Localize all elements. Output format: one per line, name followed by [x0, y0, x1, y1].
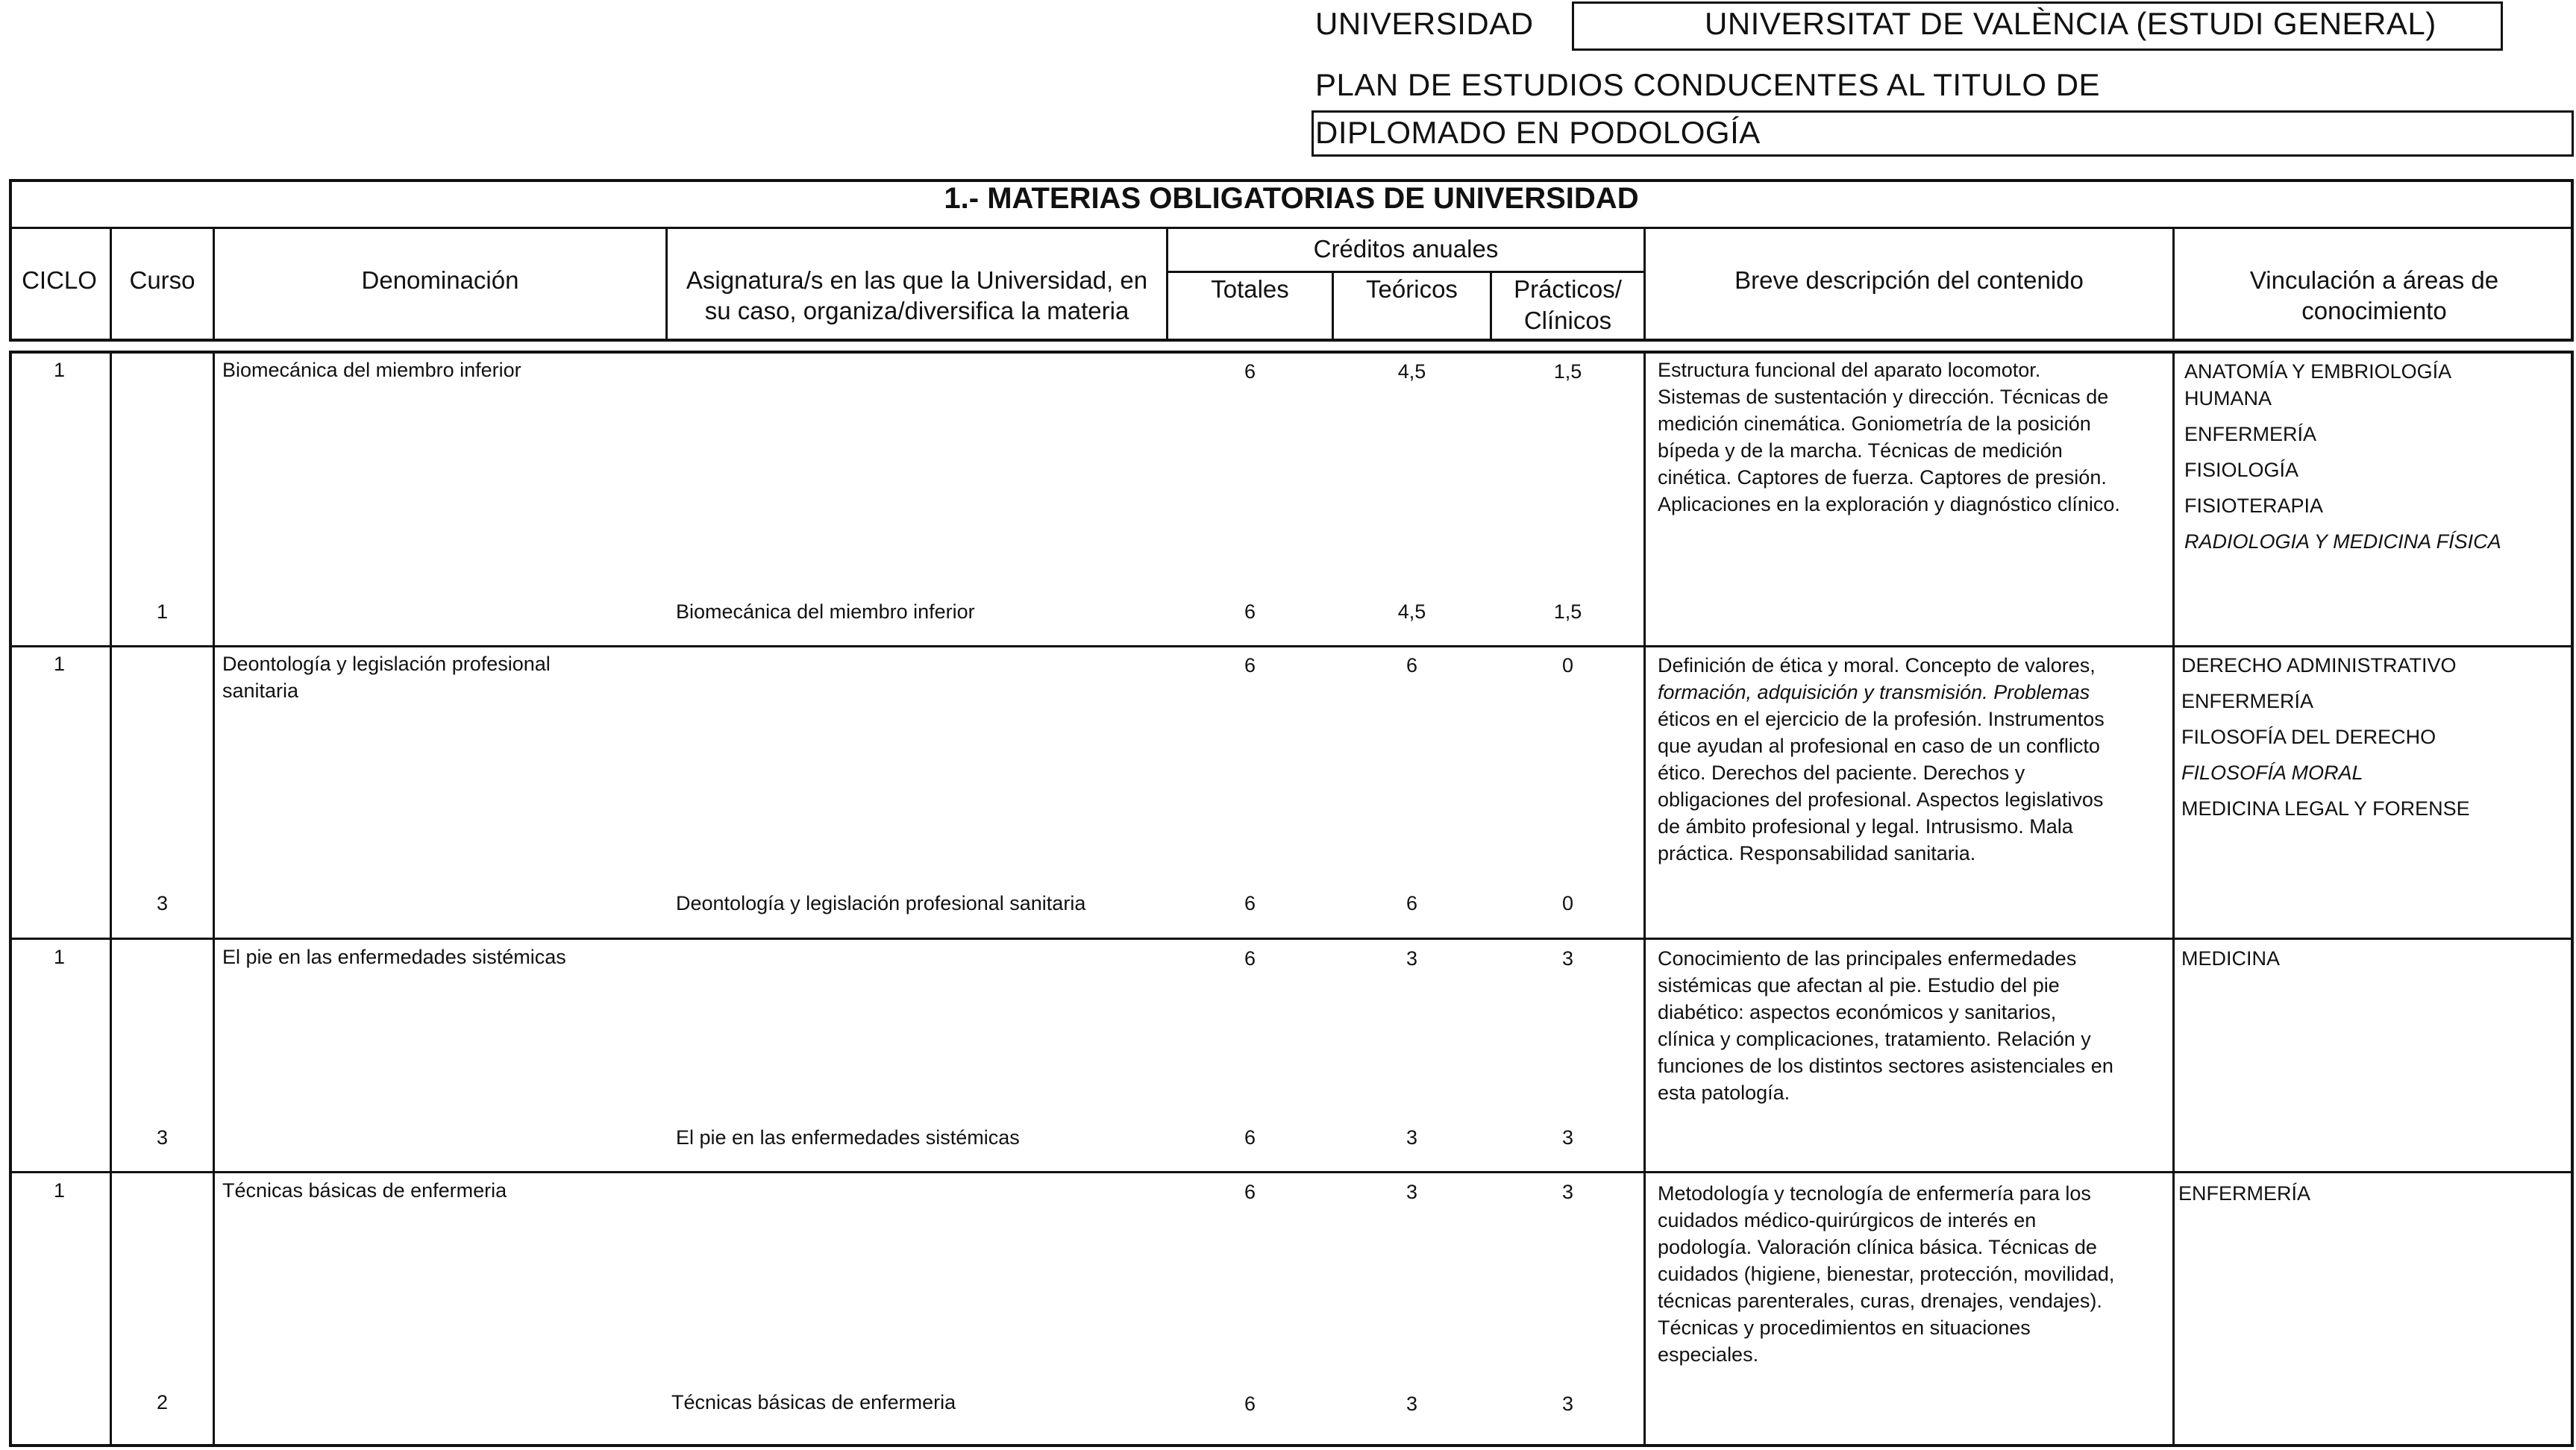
- curso-cell: 2: [156, 1391, 169, 1413]
- header-vinculacion-l1: Vinculación a áreas de: [2249, 266, 2499, 294]
- header-denominacion: Denominación: [361, 266, 519, 294]
- header-totales: Totales: [1211, 275, 1289, 303]
- title-divider: [9, 227, 2574, 229]
- sub-totales-cell: 6: [1244, 892, 1256, 914]
- ciclo-cell: 1: [53, 1179, 66, 1202]
- totales-cell: 6: [1244, 360, 1256, 383]
- curso-cell: 3: [156, 892, 169, 914]
- totales-cell: 6: [1244, 654, 1256, 677]
- col-divider: [1643, 351, 1646, 1447]
- asignatura-cell: Biomecánica del miembro inferior: [676, 600, 975, 623]
- ciclo-cell: 1: [53, 653, 66, 675]
- teoricos-cell: 4,5: [1397, 360, 1426, 383]
- row-divider: [9, 938, 2574, 940]
- titulo-value: DIPLOMADO EN PODOLOGÍA: [1315, 115, 1761, 150]
- teoricos-cell: 3: [1405, 947, 1418, 970]
- sub-teoricos-cell: 6: [1405, 892, 1418, 914]
- areas-cell: DERECHO ADMINISTRATIVO ENFERMERÍA FILOSOFÍA DEL DERECHO FILOSOFÍA MORAL MEDICINA LEGAL Y FORENSE: [2181, 654, 2470, 820]
- descripcion-cell: Estructura funcional del aparato locomotor. Sistemas de sustentación y dirección. Técnicas de medición cinemática. Goniometría de la posición bípeda y de la marcha. Técnicas de medición cinética. Captores de fuerza. Captores de presión. Aplicaciones en la exploración y diagnóstico clínico.: [1658, 359, 2120, 515]
- denominacion-cell: El pie en las enfermedades sistémicas: [222, 946, 566, 968]
- ciclo-cell: 1: [53, 946, 66, 968]
- table-title: 1.- MATERIAS OBLIGATORIAS DE UNIVERSIDAD: [944, 182, 1639, 215]
- col-divider: [213, 351, 215, 1447]
- teoricos-cell: 3: [1405, 1181, 1418, 1203]
- sub-totales-cell: 6: [1244, 1126, 1256, 1149]
- areas-cell: MEDICINA: [2181, 947, 2281, 970]
- asignatura-cell: El pie en las enfermedades sistémicas: [676, 1126, 1020, 1149]
- row-divider: [9, 1171, 2574, 1173]
- denominacion-cell: Técnicas básicas de enfermeria: [222, 1179, 507, 1202]
- curso-cell: 1: [156, 600, 169, 623]
- denominacion-cell: Deontología y legislación profesional sanitaria: [222, 653, 551, 702]
- asignatura-cell: Técnicas básicas de enfermeria: [671, 1391, 956, 1413]
- asignatura-cell: Deontología y legislación profesional sanitaria: [676, 892, 1086, 914]
- totales-cell: 6: [1244, 947, 1256, 970]
- header-teoricos: Teóricos: [1366, 275, 1458, 303]
- header-ciclo: CICLO: [22, 266, 97, 294]
- sub-teoricos-cell: 3: [1405, 1393, 1418, 1415]
- sub-practicos-cell: 3: [1561, 1393, 1574, 1415]
- sub-totales-cell: 6: [1244, 1393, 1256, 1415]
- sub-practicos-cell: 3: [1561, 1126, 1574, 1149]
- header-descripcion: Breve descripción del contenido: [1734, 266, 2084, 294]
- practicos-cell: 0: [1561, 654, 1574, 677]
- descripcion-cell: Definición de ética y moral. Concepto de valores, formación, adquisición y transmisión. Problemas éticos en el ejercicio de la profesión. Instrumentos que ayudan al profesional en caso de un conflicto ético. Derechos del paciente. Derechos y obligaciones del profesional. Aspectos legislativos de ámbito profesional y legal. Intrusismo. Mala práctica. Responsabilidad sanitaria.: [1658, 654, 2105, 864]
- sub-practicos-cell: 1,5: [1553, 600, 1582, 623]
- practicos-cell: 3: [1561, 1181, 1574, 1203]
- header-practicos-l1: Prácticos/: [1514, 275, 1622, 303]
- ciclo-cell: 1: [53, 359, 66, 381]
- practicos-cell: 1,5: [1553, 360, 1582, 383]
- row-divider: [9, 645, 2574, 647]
- areas-cell: ENFERMERÍA: [2178, 1182, 2311, 1205]
- sub-teoricos-cell: 4,5: [1397, 600, 1426, 623]
- denominacion-cell: Biomecánica del miembro inferior: [222, 359, 521, 381]
- header-creditos: Créditos anuales: [1313, 235, 1499, 263]
- plan-label: PLAN DE ESTUDIOS CONDUCENTES AL TITULO DE: [1315, 67, 2101, 102]
- practicos-cell: 3: [1561, 947, 1574, 970]
- sub-teoricos-cell: 3: [1405, 1126, 1418, 1149]
- descripcion-cell: Metodología y tecnología de enfermería para los cuidados médico-quirúrgicos de interés en podología. Valoración clínica básica. Técnicas de cuidados (higiene, bienestar, protección, movilidad, técnicas parenterales, curas, drenajes, vendajes). Técnicas y procedimientos en situaciones especiales.: [1658, 1182, 2115, 1366]
- header-practicos-l2: Clínicos: [1523, 307, 1612, 334]
- universidad-label: UNIVERSIDAD: [1315, 6, 1534, 41]
- areas-cell: ANATOMÍA Y EMBRIOLOGÍA HUMANA ENFERMERÍA FISIOLOGÍA FISIOTERAPIA RADIOLOGIA Y MEDICINA FÍSICA: [2184, 360, 2501, 553]
- universidad-value: UNIVERSITAT DE VALÈNCIA (ESTUDI GENERAL): [1705, 6, 2436, 41]
- header-curso: Curso: [129, 266, 195, 294]
- teoricos-cell: 6: [1405, 654, 1418, 677]
- header-asignatura-l1: Asignatura/s en las que la Universidad, en: [686, 266, 1148, 294]
- descripcion-cell: Conocimiento de las principales enfermedades sistémicas que afectan al pie. Estudio del pie diabético: aspectos económicos y sanitarios, clínica y complicaciones, tratamiento. Relación y funciones de los distintos sectores asistenciales en esta patología.: [1658, 947, 2113, 1104]
- header-asignatura-l2: su caso, organiza/diversifica la materia: [704, 297, 1129, 324]
- sub-practicos-cell: 0: [1561, 892, 1574, 914]
- col-divider: [2172, 351, 2175, 1447]
- totales-cell: 6: [1244, 1181, 1256, 1203]
- creditos-divider: [1166, 271, 1643, 273]
- header-vinculacion-l2: conocimiento: [2301, 297, 2447, 324]
- sub-totales-cell: 6: [1244, 600, 1256, 623]
- curso-cell: 3: [156, 1126, 169, 1149]
